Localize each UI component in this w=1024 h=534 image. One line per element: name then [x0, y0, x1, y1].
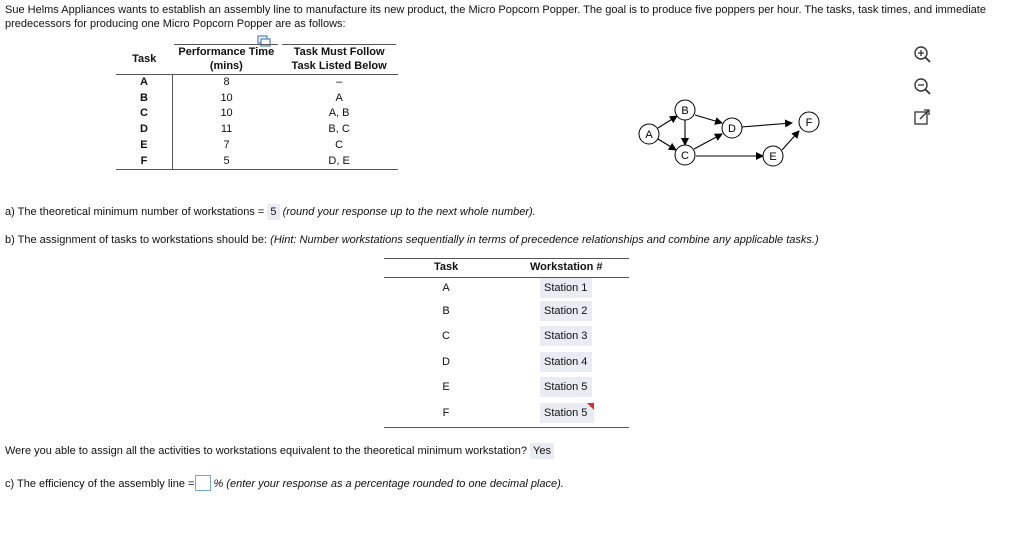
node-label: E	[769, 151, 777, 163]
question-b: b) The assignment of tasks to workstations should be: (Hint: Number workstations sequentially in terms of precedence relationships and combine any applicable tasks.)	[5, 234, 819, 246]
table-bottom-rule	[384, 427, 629, 428]
zoom-in-icon[interactable]	[912, 44, 932, 64]
node-label: D	[728, 123, 736, 135]
node-label: C	[681, 150, 689, 162]
question-a: a) The theoretical minimum number of workstations = 5 (round your response up to the next whole number).	[5, 206, 536, 218]
question-c: c) The efficiency of the assembly line = % (enter your response as a percentage rounded to one decimal place).	[5, 475, 564, 491]
station-dropdown[interactable]: Station 1	[540, 278, 592, 298]
table-row: A Station 1	[384, 277, 629, 301]
open-external-icon[interactable]	[912, 107, 932, 127]
edge-b-d	[695, 115, 722, 123]
node-label: B	[681, 105, 689, 117]
edge-c-d	[694, 134, 722, 149]
edge-e-f	[782, 131, 799, 150]
assignment-table-header	[384, 258, 629, 278]
zoom-out-icon[interactable]	[912, 76, 932, 96]
node-label: F	[805, 117, 813, 129]
question-assign-all: Were you able to assign all the activities to workstations equivalent to the theoretical minimum workstation? Yes	[5, 443, 554, 459]
header-predecessor: Task Must Follow Task Listed Below	[280, 44, 398, 74]
header-performance-time: Performance Time (mins)	[172, 44, 280, 74]
table-row: E Station 5	[384, 376, 629, 400]
station-dropdown[interactable]: Station 4	[540, 352, 592, 372]
station-dropdown[interactable]: Station 5	[540, 377, 592, 397]
header-task: Task	[116, 44, 172, 74]
table-row: C Station 3	[384, 325, 629, 349]
edge-a-b	[658, 116, 677, 128]
node-label: A	[645, 129, 653, 141]
table-row: A 8 –	[116, 74, 398, 90]
table-row: F Station 5	[384, 402, 629, 426]
table-row: B 10 A	[116, 90, 398, 106]
table-row: B Station 2	[384, 300, 629, 324]
edge-d-f	[741, 123, 792, 127]
precedence-table	[116, 44, 398, 170]
assign-all-answer[interactable]: Yes	[530, 443, 554, 459]
efficiency-input[interactable]	[195, 475, 211, 491]
table-row: C 10 A, B	[116, 106, 398, 122]
table-row: F 5 D, E	[116, 153, 398, 169]
station-dropdown[interactable]: Station 2	[540, 301, 592, 321]
header-workstation: Workstation #	[530, 261, 603, 273]
table-row: D Station 4	[384, 351, 629, 375]
table-row: D 11 B, C	[116, 122, 398, 138]
min-workstations-answer[interactable]: 5	[267, 204, 279, 220]
problem-intro: Sue Helms Appliances wants to establish an assembly line to manufacture its new product, the Micro Popcorn Popper. The goal is to produce five poppers per hour. The tasks, task times, and immediate predecessors for producing one Micro Popcorn Popper are as follows:	[5, 4, 986, 30]
station-dropdown[interactable]: Station 3	[540, 326, 592, 346]
incorrect-flag-icon	[587, 403, 594, 410]
precedence-diagram	[633, 98, 823, 170]
header-task: Task	[434, 261, 459, 273]
table-row: E 7 C	[116, 138, 398, 154]
edge-a-c	[658, 139, 676, 150]
station-dropdown[interactable]: Station 5	[540, 403, 594, 423]
